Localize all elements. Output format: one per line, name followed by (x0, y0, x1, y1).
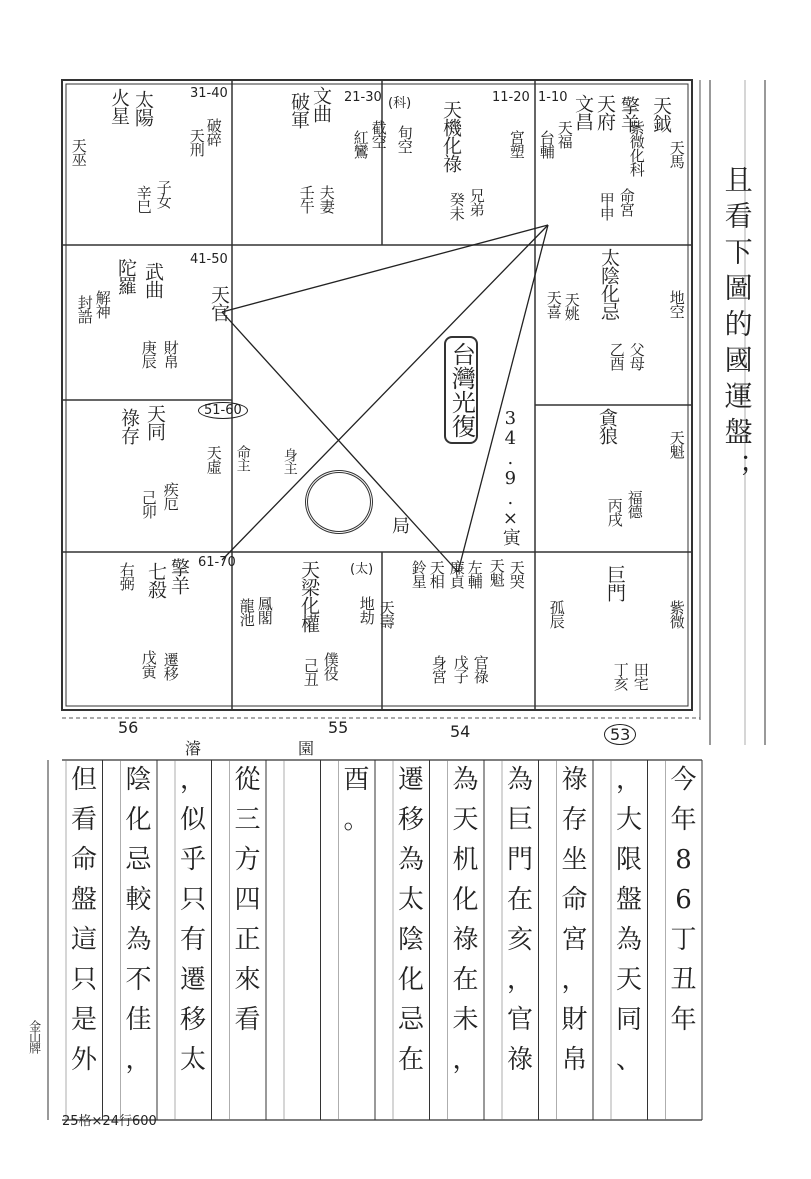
star-label: 七殺 (144, 562, 167, 598)
star-sub: 右弼 (117, 562, 136, 590)
branch: 丁亥 (611, 662, 630, 690)
star-label: 文曲 (309, 86, 332, 122)
manuscript-char: 化 (452, 885, 479, 915)
branch: 壬午 (297, 185, 316, 213)
manuscript-char: 丁 (670, 925, 697, 955)
manuscript-char: 門 (506, 845, 533, 875)
manuscript-char: 來 (234, 965, 261, 995)
age-range: 41-50 (190, 252, 228, 267)
star-label: 左輔 (465, 560, 484, 588)
branch: 丙戌 (605, 498, 624, 526)
palace-name: 財帛 (161, 340, 180, 368)
side-star: 天哭 (507, 560, 526, 588)
star-sub: 截空 (369, 120, 388, 148)
palace-name: 疾厄 (161, 482, 180, 510)
star-label: 太陰化忌 (597, 248, 620, 320)
manuscript-char: ， (615, 765, 642, 795)
manuscript-char: 正 (234, 925, 261, 955)
branch: 己卯 (139, 490, 158, 518)
branch: 乙酉 (607, 342, 626, 370)
star-label: 巨門 (603, 565, 626, 601)
palace-name: 官祿 (471, 655, 490, 683)
manuscript-char: 有 (179, 925, 206, 955)
star-label: 天魁 (487, 558, 506, 586)
paper-footer: 25格×24行600 (62, 1114, 157, 1129)
branch: 戊子 (451, 655, 470, 683)
star-sub: 天福 (555, 120, 574, 148)
manuscript-char: 為 (506, 765, 533, 795)
manuscript-char: 太 (179, 1045, 206, 1075)
palace-name: 父母 (627, 342, 646, 370)
manuscript-char: 較 (125, 885, 152, 915)
manuscript-char: 化 (397, 965, 424, 995)
manuscript-char: 不 (125, 965, 152, 995)
star-sub: 天刑 (187, 128, 206, 156)
manuscript-char: 、 (615, 1045, 642, 1075)
manuscript-char: 6 (675, 885, 692, 915)
side-star: 地劫 (357, 596, 376, 624)
manuscript-char: 天 (615, 965, 642, 995)
center-label-身主: 身主 (281, 448, 298, 474)
manuscript-char: 盤 (615, 885, 642, 915)
manuscript-char: 在 (397, 1045, 424, 1075)
manuscript-char: ， (179, 765, 206, 795)
manuscript-char: 大 (615, 805, 642, 835)
star-label: 天府 (593, 94, 616, 130)
star-sub: 封誥 (75, 295, 94, 323)
side-star: 天巫 (69, 138, 88, 166)
star-label: 陀羅 (114, 258, 137, 294)
chart-date: 34.9.×寅 (499, 408, 521, 545)
star-sub: 鳳閣 (255, 596, 274, 624)
manuscript-char: 8 (675, 845, 692, 875)
palace-name: 僕役 (321, 652, 340, 680)
manuscript-char: 從 (234, 765, 261, 795)
manuscript-char: 丑 (670, 965, 697, 995)
manuscript-char: 看 (70, 805, 97, 835)
manuscript-char: 同 (615, 1005, 642, 1035)
manuscript-char: 酉 (343, 765, 370, 795)
manuscript-char: 。 (343, 805, 370, 835)
star-label: 鈴星 (409, 560, 428, 588)
manuscript-char: 財 (561, 1005, 588, 1035)
manuscript-char: 遷 (397, 765, 424, 795)
star-label: 火星 (107, 88, 130, 124)
star-label: 太陽 (131, 90, 154, 126)
manuscript-char: 官 (506, 1005, 533, 1035)
side-star: 天壽 (377, 600, 396, 628)
star-label: 紫微化科 (627, 120, 646, 176)
branch: 己丑 (301, 658, 320, 686)
star-label: 武曲 (141, 262, 164, 298)
manuscript-char: 忌 (125, 845, 152, 875)
manuscript-char: 只 (70, 965, 97, 995)
side-star: 紫微 (667, 600, 686, 628)
manuscript-char: 四 (234, 885, 261, 915)
manuscript-char: 祿 (561, 765, 588, 795)
branch: 癸未 (447, 192, 466, 220)
star-label: 擎羊 (617, 96, 640, 132)
margin-mark: 園 (298, 739, 315, 758)
manuscript-char: 陰 (397, 925, 424, 955)
center-label-命主: 命主 (234, 445, 251, 471)
age-range: 1-10 (538, 90, 568, 105)
star-sub: 紅鸞 (351, 130, 370, 158)
manuscript-char: 只 (179, 885, 206, 915)
star-sub: 台輔 (537, 130, 556, 158)
manuscript-char: 太 (397, 885, 424, 915)
branch: 辛巳 (134, 185, 153, 213)
manuscript-char: 机 (452, 845, 479, 875)
star-label: 天相 (427, 560, 446, 588)
manuscript-char: 看 (234, 1005, 261, 1035)
star-label: 文昌 (571, 94, 594, 130)
age-range: 11-20 (492, 90, 530, 105)
palace-name: 遷移 (161, 652, 180, 680)
star-sub: 旬空 (395, 125, 414, 153)
star-sub: 宮塑 (507, 130, 526, 158)
manuscript-char: 宮 (561, 925, 588, 955)
page-number: 56 (118, 718, 139, 737)
side-star: 天魁 (667, 430, 686, 458)
manuscript-char: 為 (125, 925, 152, 955)
chart-title: 台灣光復 (444, 336, 478, 444)
right-note: 且看下圖的國運盤； (720, 165, 754, 489)
page-number: 54 (450, 722, 471, 741)
palace-name: 福德 (625, 490, 644, 518)
annotation: (科) (388, 96, 412, 111)
manuscript-char: 坐 (561, 845, 588, 875)
manuscript-char: 化 (125, 805, 152, 835)
manuscript-char: ， (506, 965, 533, 995)
margin-mark: 濬 (185, 739, 202, 758)
manuscript-char: 存 (561, 805, 588, 835)
manuscript-char: 巨 (506, 805, 533, 835)
manuscript-char: 亥 (506, 925, 533, 955)
age-range: 31-40 (190, 86, 228, 101)
star-label: 貪狼 (595, 408, 618, 444)
manuscript-char: 佳 (125, 1005, 152, 1035)
branch: 戊寅 (139, 650, 158, 678)
star-label: 祿存 (117, 408, 140, 444)
annotation: (太) (350, 562, 374, 577)
mark-label: 天官 (207, 285, 230, 321)
star-label: 天鉞 (649, 96, 672, 132)
age-range: 21-30 (344, 90, 382, 105)
star-sub: 龍池 (237, 598, 256, 626)
manuscript-char: 但 (70, 765, 97, 795)
star-sub: 解神 (93, 290, 112, 318)
star-label: 天機化祿 (439, 100, 462, 172)
branch: 甲申 (597, 192, 616, 220)
star-label: 天同 (143, 404, 166, 440)
palace-name: 兄弟 (467, 188, 486, 216)
bureau-label: 局 (392, 516, 410, 537)
star-label: 擎羊 (167, 558, 190, 594)
side-star: 地空 (667, 290, 686, 318)
manuscript-char: 祿 (452, 925, 479, 955)
manuscript-char: 今 (670, 765, 697, 795)
side-star: 天馬 (667, 140, 686, 168)
star-label: 天梁化權 (297, 560, 320, 632)
manuscript-char: 陰 (125, 765, 152, 795)
manuscript-char: ， (125, 1045, 152, 1075)
manuscript-char: 帛 (561, 1045, 588, 1075)
manuscript-char: 天 (452, 805, 479, 835)
manuscript-char: 這 (70, 925, 97, 955)
manuscript-char: 年 (670, 1005, 697, 1035)
manuscript-char: 命 (70, 845, 97, 875)
manuscript-char: 限 (615, 845, 642, 875)
branch: 庚辰 (139, 340, 158, 368)
star-label: 廉貞 (447, 560, 466, 588)
manuscript-char: 年 (670, 805, 697, 835)
page-number: 55 (328, 718, 349, 737)
manuscript-char: 為 (397, 845, 424, 875)
age-range: 51-60 (198, 402, 248, 419)
manuscript-char: 移 (179, 1005, 206, 1035)
palace-name: 田宅 (631, 662, 650, 690)
manuscript-char: 命 (561, 885, 588, 915)
manuscript-char: ， (561, 965, 588, 995)
manuscript-char: 在 (506, 885, 533, 915)
manuscript-char: 三 (234, 805, 261, 835)
palace-name: 夫妻 (317, 185, 336, 213)
manuscript-char: 似 (179, 805, 206, 835)
star-sub: 孤辰 (547, 600, 566, 628)
manuscript-char: 乎 (179, 845, 206, 875)
manuscript-char: 方 (234, 845, 261, 875)
manuscript-char: 移 (397, 805, 424, 835)
manuscript-char: 外 (70, 1045, 97, 1075)
star-sub: 天姚 (562, 292, 581, 320)
manuscript-char: 祿 (506, 1045, 533, 1075)
star-label: 破軍 (287, 92, 310, 128)
manuscript-char: 遷 (179, 965, 206, 995)
manuscript-char: 為 (452, 765, 479, 795)
manuscript-char: 未 (452, 1005, 479, 1035)
star-sub: 天虛 (204, 445, 223, 473)
body-palace: 身宮 (429, 655, 448, 683)
star-sub: 天喜 (544, 290, 563, 318)
manuscript-char: ， (452, 1045, 479, 1075)
manuscript-char: 為 (615, 925, 642, 955)
manuscript-char: 在 (452, 965, 479, 995)
manuscript-char: 盤 (70, 885, 97, 915)
palace-name: 子女 (154, 180, 173, 208)
manuscript-char: 是 (70, 1005, 97, 1035)
side-stamp: 金山牌 (27, 1020, 42, 1053)
star-sub: 破碎 (204, 118, 223, 146)
palace-name: 命宮 (617, 188, 636, 216)
age-range: 61-70 (198, 555, 236, 570)
manuscript-char: 忌 (397, 1005, 424, 1035)
page-number: 53 (604, 724, 636, 745)
